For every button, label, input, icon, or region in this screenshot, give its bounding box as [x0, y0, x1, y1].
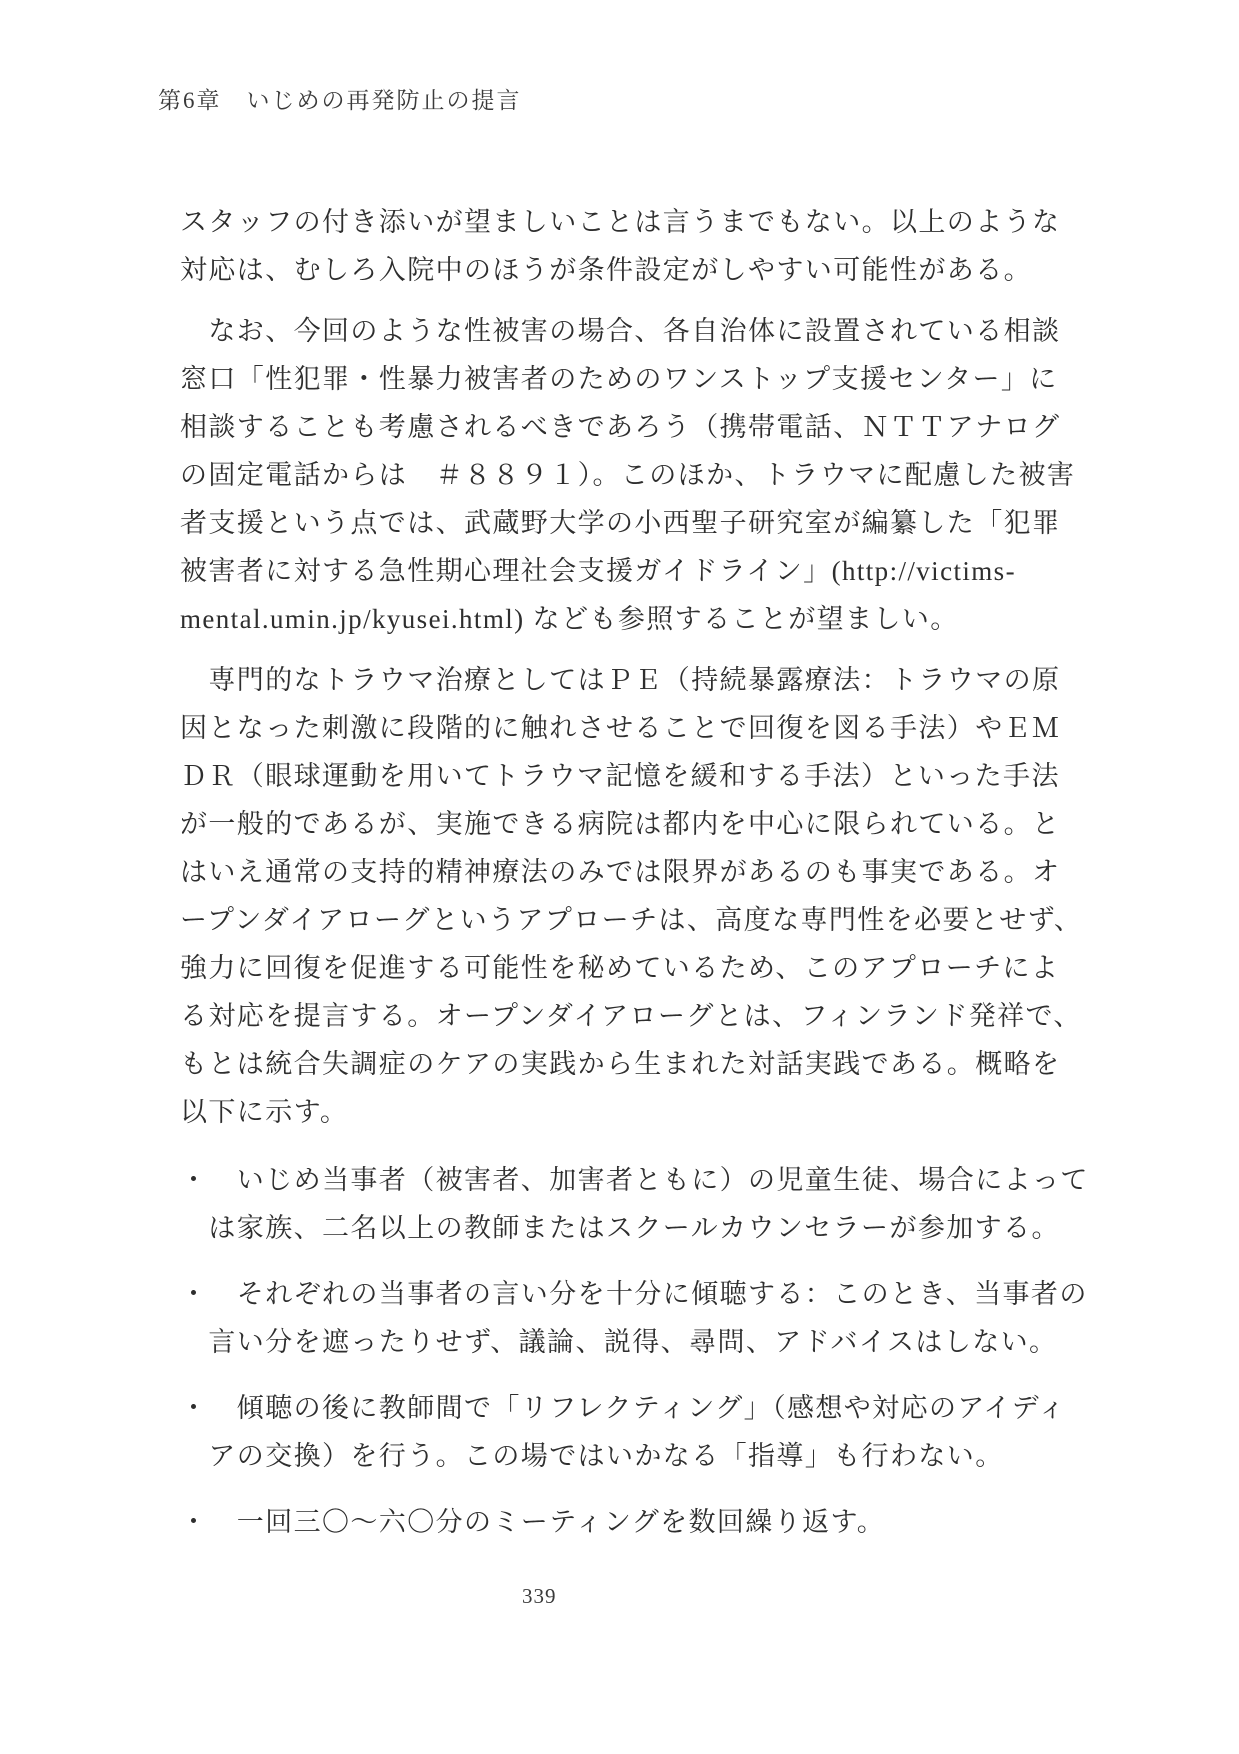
text-line: 窓口「性犯罪・性暴力被害者のためのワンストップ支援センター」に: [180, 364, 1058, 394]
text-line: ＤＲ（眼球運動を用いてトラウマ記憶を緩和する手法）といった手法: [180, 761, 1060, 791]
text-line: はいえ通常の支持的精神療法のみでは限界があるのも事実である。オ: [180, 857, 1061, 887]
paragraph: [180, 656, 1083, 1136]
text-line: ・ 一回三〇～六〇分のミーティングを数回繰り返す。: [180, 1507, 886, 1537]
text-line: 因となった刺激に段階的に触れさせることで回復を図る手法）やＥＭ: [180, 713, 1061, 743]
text-line: は家族、二名以上の教師またはスクールカウンセラーが参加する。: [180, 1213, 1060, 1243]
bullet-item: [180, 1384, 1070, 1480]
text-line: 言い分を遮ったりせず、議論、説得、尋問、アドバイスはしない。: [180, 1327, 1058, 1357]
text-line: 対応は、むしろ入院中のほうが条件設定がしやすい可能性がある。: [180, 255, 1032, 285]
text-line: ープンダイアローグというアプローチは、高度な専門性を必要とせず、: [180, 905, 1083, 935]
bullet-item: [180, 1498, 1070, 1546]
text-line: ・ それぞれの当事者の言い分を十分に傾聴する：このとき、当事者の: [180, 1279, 1088, 1309]
text-line-with-url: 被害者に対する急性期心理社会支援ガイドライン」(http://victims-: [180, 556, 1016, 586]
chapter-header: 第6章 いじめの再発防止の提言: [158, 88, 522, 113]
text-line: 強力に回復を促進する可能性を秘めているため、このアプローチによ: [180, 953, 1060, 983]
text-line: ・ いじめ当事者（被害者、加害者ともに）の児童生徒、場合によって: [180, 1165, 1089, 1195]
text-line: 相談することも考慮されるべきであろう（携帯電話、ＮＴＴアナログ: [180, 412, 1061, 442]
text-line: る対応を提言する。オープンダイアローグとは、フィンランド発祥で、: [180, 1001, 1082, 1031]
bullet-item: [180, 1270, 1088, 1366]
text-line: 以下に示す。: [180, 1097, 349, 1127]
text-line: が一般的であるが、実施できる病院は都内を中心に限られている。と: [180, 809, 1061, 839]
text-line: 者支援という点では、武蔵野大学の小西聖子研究室が編纂した「犯罪: [180, 508, 1061, 538]
text-line: ・ 傾聴の後に教師間で「リフレクティング」（感想や対応のアイディ: [180, 1393, 1067, 1423]
text-line: もとは統合失調症のケアの実践から生まれた対話実践である。概略を: [180, 1049, 1061, 1079]
paragraph: [180, 307, 1076, 643]
page-body: [180, 198, 1089, 1546]
text-line: の固定電話からは ＃８８９１）。このほか、トラウマに配慮した被害: [180, 460, 1076, 490]
page-number: 339: [522, 1584, 557, 1608]
bullet-item: [180, 1156, 1089, 1252]
text-line: なお、今回のような性被害の場合、各自治体に設置されている相談: [180, 316, 1061, 346]
text-line-with-url: mental.umin.jp/kyusei.html) なども参照することが望ましい。: [180, 604, 959, 634]
text-line: 専門的なトラウマ治療としてはＰＥ（持続暴露療法：トラウマの原: [180, 665, 1061, 695]
text-line: スタッフの付き添いが望ましいことは言うまでもない。以上のような: [180, 207, 1061, 237]
text-line: アの交換）を行う。この場ではいかなる「指導」も行わない。: [180, 1441, 1004, 1471]
paragraph: [180, 198, 1070, 294]
bullet-list: [180, 1156, 1089, 1546]
